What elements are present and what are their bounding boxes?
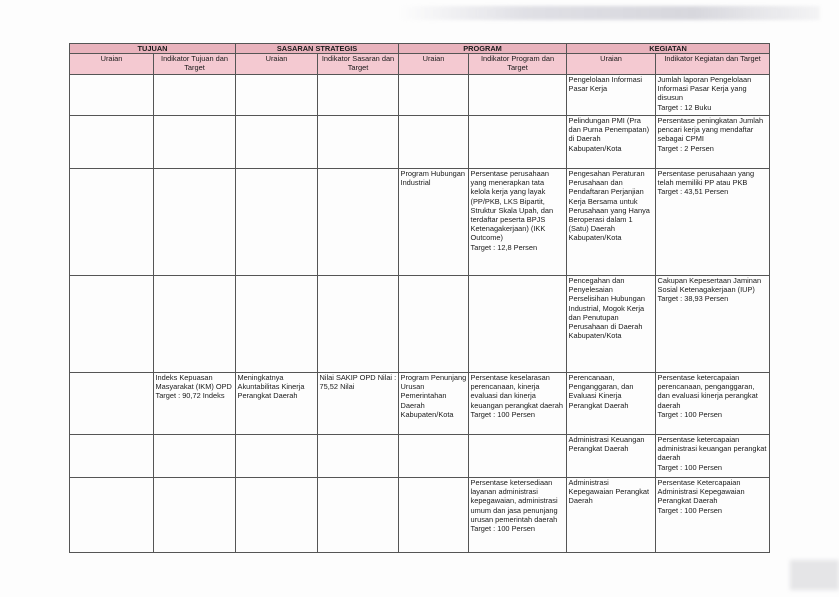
strategic-plan-table: [69, 43, 770, 553]
group-header-kegiatan: KEGIATAN: [567, 44, 770, 54]
cell-sasaran-indikator: [318, 169, 399, 276]
column-header: Uraian: [236, 54, 318, 75]
cell-kegiatan-uraian: Pencegahan dan Penyelesaian Perselisihan Hubungan Industrial, Mogok Kerja dan Penutupan Perusahaan di Daerah Kabupaten/Kota: [567, 276, 656, 373]
cell-sasaran-uraian: Meningkatnya Akuntabilitas Kinerja Perangkat Daerah: [236, 373, 318, 435]
cell-program-indikator: Persentase ketersediaan layanan administrasi kepegawaian, administrasi umum dan jasa penunjang urusan pemerintah daerah Target : 100 Persen: [469, 478, 567, 553]
table-row: [70, 373, 770, 435]
cell-kegiatan-indikator: Persentase peningkatan Jumlah pencari kerja yang mendaftar sebagai CPMI Target : 2 Persen: [656, 116, 770, 169]
table-row: [70, 75, 770, 116]
table-row: [70, 478, 770, 553]
cell-sasaran-indikator: [318, 75, 399, 116]
cell-kegiatan-uraian: Administrasi Kepegawaian Perangkat Daerah: [567, 478, 656, 553]
cell-tujuan-indikator: [154, 116, 236, 169]
cell-tujuan-indikator: [154, 75, 236, 116]
cell-program-uraian: [399, 478, 469, 553]
cell-sasaran-uraian: [236, 75, 318, 116]
cell-tujuan-uraian: [70, 75, 154, 116]
cell-program-uraian: Program Hubungan Industrial: [399, 169, 469, 276]
cell-program-indikator: [469, 435, 567, 478]
column-header: Indikator Program dan Target: [469, 54, 567, 75]
cell-sasaran-indikator: Nilai SAKIP OPD Nilai : 75,52 Nilai: [318, 373, 399, 435]
group-header-tujuan: TUJUAN: [70, 44, 236, 54]
cell-kegiatan-indikator: Cakupan Kepesertaan Jaminan Sosial Ketenagakerjaan (IUP) Target : 38,93 Persen: [656, 276, 770, 373]
cell-tujuan-uraian: [70, 276, 154, 373]
cell-kegiatan-uraian: Pelindungan PMI (Pra dan Purna Penempatan) di Daerah Kabupaten/Kota: [567, 116, 656, 169]
cell-sasaran-uraian: [236, 169, 318, 276]
table-row: [70, 116, 770, 169]
cell-program-uraian: [399, 276, 469, 373]
cell-kegiatan-uraian: Administrasi Keuangan Perangkat Daerah: [567, 435, 656, 478]
cell-tujuan-uraian: [70, 478, 154, 553]
cell-program-indikator: [469, 75, 567, 116]
cell-program-uraian: Program Penunjang Urusan Pemerintahan Daerah Kabupaten/Kota: [399, 373, 469, 435]
column-header: Indikator Tujuan dan Target: [154, 54, 236, 75]
cell-kegiatan-uraian: Pengesahan Peraturan Perusahaan dan Pendaftaran Perjanjian Kerja Bersama untuk Perusahaan yang Hanya Beroperasi dalam 1 (Satu) Daerah Kabupaten/Kota: [567, 169, 656, 276]
cell-sasaran-uraian: [236, 276, 318, 373]
column-header: Indikator Kegiatan dan Target: [656, 54, 770, 75]
cell-sasaran-indikator: [318, 478, 399, 553]
cell-sasaran-indikator: [318, 276, 399, 373]
cell-tujuan-indikator: [154, 478, 236, 553]
cell-kegiatan-indikator: Persentase perusahaan yang telah memiliki PP atau PKB Target : 43,51 Persen: [656, 169, 770, 276]
cell-tujuan-indikator: Indeks Kepuasan Masyarakat (IKM) OPD Target : 90,72 Indeks: [154, 373, 236, 435]
cell-kegiatan-uraian: Pengelolaan Informasi Pasar Kerja: [567, 75, 656, 116]
cell-tujuan-uraian: [70, 116, 154, 169]
column-header: Indikator Sasaran dan Target: [318, 54, 399, 75]
cell-kegiatan-indikator: Persentase ketercapaian administrasi keuangan perangkat daerah Target : 100 Persen: [656, 435, 770, 478]
cell-kegiatan-indikator: Jumlah laporan Pengelolaan Informasi Pasar Kerja yang disusun Target : 12 Buku: [656, 75, 770, 116]
scan-smudge-top: [400, 6, 820, 20]
cell-program-uraian: [399, 116, 469, 169]
cell-tujuan-uraian: [70, 435, 154, 478]
column-header: Uraian: [567, 54, 656, 75]
cell-program-uraian: [399, 435, 469, 478]
cell-sasaran-indikator: [318, 116, 399, 169]
table-row: [70, 276, 770, 373]
column-header: Uraian: [399, 54, 469, 75]
cell-program-indikator: [469, 116, 567, 169]
cell-tujuan-uraian: [70, 373, 154, 435]
group-header-row: [70, 44, 770, 54]
cell-kegiatan-uraian: Perencanaan, Penganggaran, dan Evaluasi Kinerja Perangkat Daerah: [567, 373, 656, 435]
cell-sasaran-uraian: [236, 478, 318, 553]
group-header-sasaran: SASARAN STRATEGIS: [236, 44, 399, 54]
table-row: [70, 435, 770, 478]
cell-program-uraian: [399, 75, 469, 116]
cell-sasaran-indikator: [318, 435, 399, 478]
cell-sasaran-uraian: [236, 116, 318, 169]
cell-tujuan-indikator: [154, 276, 236, 373]
column-header: Uraian: [70, 54, 154, 75]
scan-smudge-bottom: [790, 560, 839, 590]
cell-tujuan-indikator: [154, 435, 236, 478]
cell-program-indikator: Persentase perusahaan yang menerapkan tata kelola kerja yang layak (PP/PKB, LKS Bipartit, Struktur Skala Upah, dan terdaftar peserta BPJS Ketenagakerjaan) (IKK Outcome) Target : 12,8 Persen: [469, 169, 567, 276]
column-header-row: [70, 54, 770, 75]
cell-sasaran-uraian: [236, 435, 318, 478]
cell-tujuan-uraian: [70, 169, 154, 276]
group-header-program: PROGRAM: [399, 44, 567, 54]
cell-program-indikator: Persentase keselarasan perencanaan, kinerja evaluasi dan kinerja keuangan perangkat daerah Target : 100 Persen: [469, 373, 567, 435]
cell-program-indikator: [469, 276, 567, 373]
cell-kegiatan-indikator: Persentase Ketercapaian Administrasi Kepegawaian Perangkat Daerah Target : 100 Persen: [656, 478, 770, 553]
cell-tujuan-indikator: [154, 169, 236, 276]
cell-kegiatan-indikator: Persentase ketercapaian perencanaan, penganggaran, dan evaluasi kinerja perangkat daerah Target : 100 Persen: [656, 373, 770, 435]
table-row: [70, 169, 770, 276]
